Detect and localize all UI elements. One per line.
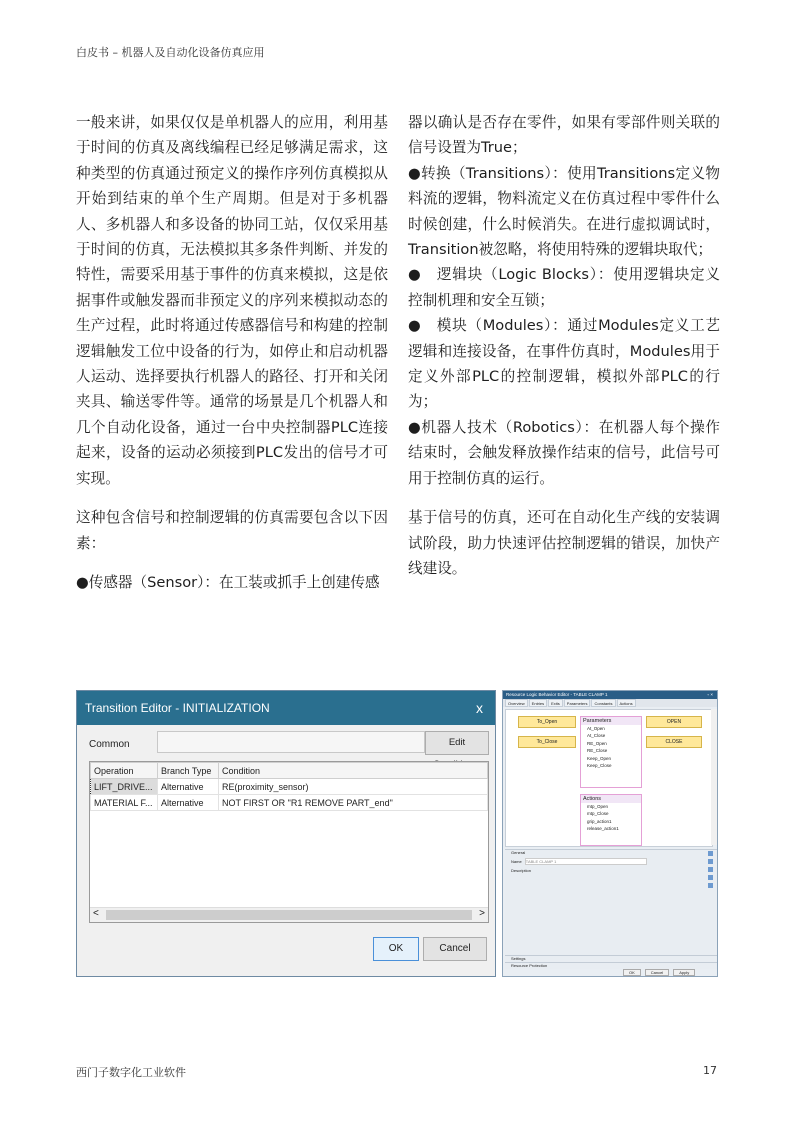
parameter-item: RE_Open (587, 740, 607, 746)
tab-overview[interactable]: Overview (505, 699, 528, 707)
column-header[interactable]: Operation (91, 763, 158, 779)
logic-behavior-editor (502, 690, 718, 977)
cell[interactable]: LIFT_DRIVE... (91, 779, 158, 795)
actions-header: Actions (581, 795, 641, 803)
transition-editor-dialog (76, 690, 496, 977)
editor-button-row (623, 969, 695, 976)
general-header[interactable]: General (511, 850, 526, 855)
close-icon[interactable]: x (476, 700, 483, 716)
common-label: Common (89, 739, 130, 750)
editor-tabs (503, 699, 717, 707)
settings-section[interactable]: Settings (505, 955, 717, 962)
table-row[interactable] (91, 795, 488, 811)
editor-title: Resource Logic Behavior Editor - TABLE CLAMP 1 (506, 692, 608, 697)
parameter-item: Keep_Close (587, 763, 612, 769)
bullet-item: ● 模块（Modules）：通过Modules定义工艺逻辑和连接设备，在事件仿真时，Modules用于定义外部PLC的控制逻辑，模拟外部PLC的行为； (408, 317, 720, 411)
bullet-item: ●机器人技术（Robotics）：在机器人每个操作结束时，会触发释放操作结束的信号，此信号可用于控制仿真的运行。 (408, 418, 720, 487)
action-item: mtp_Close (587, 811, 609, 817)
column-header[interactable]: Condition (219, 763, 488, 779)
document-header: 白皮书 – 机器人及自动化设备仿真应用 (76, 46, 265, 59)
cell[interactable]: Alternative (158, 779, 219, 795)
action-item: mtp_Open (587, 804, 609, 809)
tab-actions[interactable]: Actions (617, 699, 636, 707)
action-item: grip_action1 (587, 818, 612, 824)
common-field[interactable] (157, 731, 425, 753)
editor-title-bar (503, 691, 717, 699)
scroll-thumb[interactable] (106, 910, 472, 920)
vertical-scrollbar[interactable] (711, 709, 717, 845)
entry-block[interactable]: To_Close (518, 736, 576, 748)
dialog-title: Transition Editor - INITIALIZATION (85, 701, 270, 715)
exit-block[interactable]: CLOSE (646, 736, 702, 748)
tab-entries[interactable]: Entries (529, 699, 547, 707)
action-item: release_action1 (587, 826, 619, 832)
tool-icon[interactable] (708, 875, 713, 880)
window-controls-icon[interactable]: ▫ × (707, 692, 713, 697)
cell[interactable]: MATERIAL F... (91, 795, 158, 811)
tab-constants[interactable]: Constants (591, 699, 615, 707)
footer-company: 西门子数字化工业软件 (76, 1066, 186, 1079)
cell[interactable]: NOT FIRST OR "R1 REMOVE PART_end" (219, 795, 488, 811)
parameter-item: Keep_Open (587, 755, 612, 761)
name-label: Name (511, 859, 522, 864)
page-number: 17 (703, 1064, 717, 1077)
parameters-header: Parameters (581, 717, 641, 725)
entry-block[interactable]: To_Open (518, 716, 576, 728)
tool-icon[interactable] (708, 851, 713, 856)
bullet-item: ●转换（Transitions）：使用Transitions定义物料流的逻辑，物料流定义在仿真过程中零件什么时候创建，什么时候消失。在进行虚拟调试时，Transition被忽略，将使用特殊的逻辑块取代； (408, 164, 720, 259)
tool-icon[interactable] (708, 883, 713, 888)
left-column (76, 110, 388, 609)
tab-parameters[interactable]: Parameters (564, 699, 591, 707)
editor-ok-button[interactable]: OK (623, 969, 641, 976)
bullet-item: ● 逻辑块（Logic Blocks）：使用逻辑块定义控制机理和安全互锁； (408, 266, 720, 309)
general-panel (505, 849, 717, 959)
parameter-item: RE_Close (587, 748, 608, 754)
table-row[interactable] (91, 779, 488, 795)
logic-canvas (505, 709, 713, 847)
resource-protection-section[interactable]: Resource Protection (505, 962, 717, 969)
paragraph: 器以确认是否存在零件，如果有零部件则关联的信号设置为True； (408, 114, 720, 157)
description-label: Description (511, 868, 532, 873)
scroll-right-icon[interactable]: > (479, 908, 485, 919)
scroll-left-icon[interactable]: < (93, 908, 99, 919)
exit-block[interactable]: OPEN (646, 716, 702, 728)
cell[interactable]: Alternative (158, 795, 219, 811)
horizontal-scrollbar[interactable] (90, 907, 488, 922)
right-column (408, 110, 720, 595)
tool-icon[interactable] (708, 867, 713, 872)
editor-apply-button[interactable]: Apply (673, 969, 695, 976)
transition-table (89, 761, 489, 923)
edit-condition-button[interactable]: Edit (425, 731, 489, 755)
parameter-item: At_Close (587, 733, 606, 739)
column-header[interactable]: Branch Type (158, 763, 219, 779)
bullet-item: ●传感器（Sensor）：在工装或抓手上创建传感 (76, 573, 380, 591)
paragraph: 基于信号的仿真，还可在自动化生产线的安装调试阶段，助力快速评估控制逻辑的错误，加快产线建设。 (408, 509, 720, 577)
editor-cancel-button[interactable]: Cancel (645, 969, 669, 976)
paragraph: 这种包含信号和控制逻辑的仿真需要包含以下因素： (76, 509, 388, 552)
tool-icon[interactable] (708, 859, 713, 864)
actions-block[interactable] (580, 794, 642, 846)
paragraph: 一般来讲，如果仅仅是单机器人的应用，利用基于时间的仿真及离线编程已经足够满足需求，这种类型的仿真通过预定义的操作序列仿真模拟从开始到结束的单个生产周期。但是对于多机器人、多机器人和多设备的协同工站，仅仅采用基于时间的仿真，无法模拟其多条件判断、并发的特性，需要采用基于事件的仿真来模拟，这是依据事件或触发器而非预定义的序列来模拟动态的生产过程，此时将通过传感器信号和构建的控制逻辑触发工位中设备的行为，如停止和启动机器人运动、选择要执行机器人的路径、打开和关闭夹具、输送零件等。通常的场景是几个机器人和几个自动化设备，通过一台中央控制器PLC连接起来，设备的运动必须接到PLC发出的信号才可实现。 (76, 114, 388, 487)
parameter-item: At_Open (587, 726, 605, 731)
cell[interactable]: RE(proximity_sensor) (219, 779, 488, 795)
cancel-button[interactable]: Cancel (423, 937, 487, 961)
dialog-title-bar (77, 691, 495, 725)
ok-button[interactable]: OK (373, 937, 419, 961)
tab-exits[interactable]: Exits (548, 699, 563, 707)
name-field[interactable]: TABLE CLAMP 1 (525, 858, 647, 865)
side-toolbar (707, 849, 715, 891)
parameters-block[interactable] (580, 716, 642, 788)
